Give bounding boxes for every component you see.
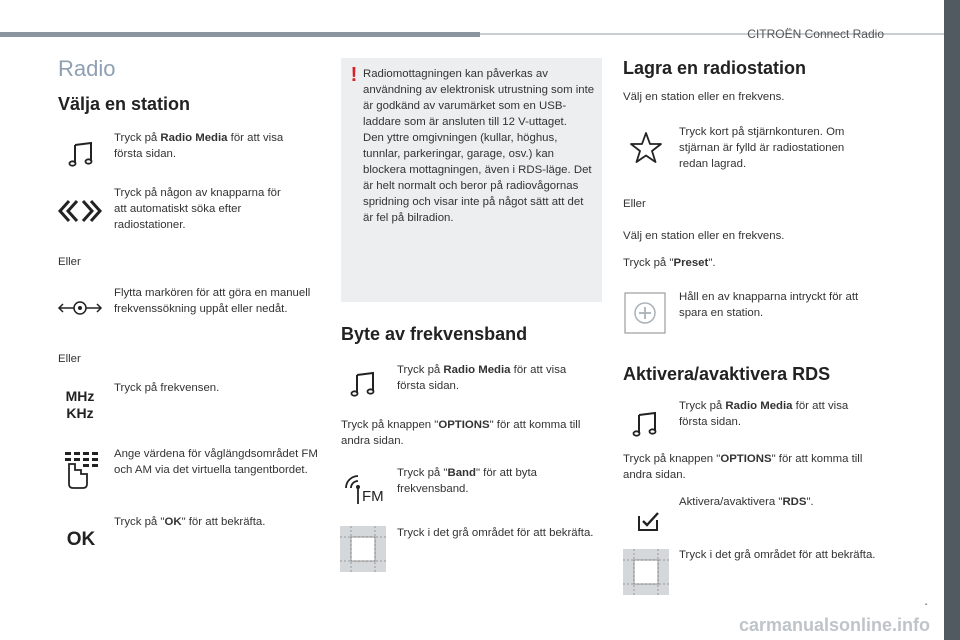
page-edge-bar [944,0,960,640]
ok-label: OK [66,529,96,550]
step-text: Tryck på Radio Media för att visa första sidan. [679,400,849,428]
heading-change-band: Byte av frekvensband [341,324,528,344]
grey-area-touch-icon [340,526,386,572]
step-text: Tryck på Radio Media för att visa första sidan. [114,132,284,160]
fm-band-icon: FM [342,472,384,508]
heading-select-station: Välja en station [58,94,191,114]
or-text: Eller [623,198,646,210]
seek-arrows-icon [56,196,104,226]
warning-text: Radiomottagningen kan påverkas av användning av elektronisk utrustning som inte är godkänd av varumärket som en USB-laddare som är ansluten till 12 V-uttaget. Den yttre omgivningen (kullar, höghus, tunnlar, parkeringar, garage, osv.) kan blockera mottagningen, även i RDS-läge. Det är helt normalt och beror på radiovågornas spridning och visar inte på något sätt att det är fel på bilradion. [363,68,595,224]
music-note-icon [628,410,662,440]
step-text: Tryck på någon av knapparna för att automatiskt söka efter radiostationer. [114,187,281,231]
section-title: Radio [58,56,116,81]
step-text: Tryck på Radio Media för att visa första sidan. [397,364,567,392]
mhz-khz-icon: MHz KHz [65,388,95,421]
step-text: Tryck på frekvensen. [114,382,220,394]
warning-box [341,58,602,302]
step-text: Tryck på "OK" för att bekräfta. [114,516,266,528]
watermark: carmanualsonline.info [738,615,930,635]
grey-area-touch-icon [623,549,669,595]
star-outline-icon [626,128,666,168]
or-text: Eller [58,256,81,268]
header-rule [0,32,480,37]
keypad-touch-icon [60,450,100,490]
preset-add-icon [624,292,666,334]
heading-rds: Aktivera/avaktivera RDS [623,364,831,384]
step-text: Tryck i det grå området för att bekräfta. [679,549,876,561]
step-text: Tryck i det grå området för att bekräfta. [397,527,594,539]
step-text: Håll en av knapparna intryckt för att spara en station. [679,291,859,319]
step-text: Tryck på "Preset". [623,257,716,269]
or-text: Eller [58,353,81,365]
running-title: CITROËN Connect Radio [747,27,884,41]
step-text: Tryck på knappen "OPTIONS" för att komma till andra sidan. [623,453,863,481]
page-indicator: . [924,592,928,608]
heading-save-station: Lagra en radiostation [623,58,807,78]
step-text: Aktivera/avaktivera "RDS". [679,496,814,508]
intro-text: Välj en station eller en frekvens. [623,91,785,103]
music-note-icon [64,140,98,170]
frequency-slider-icon [56,296,104,320]
step-text: Tryck på knappen "OPTIONS" för att komma till andra sidan. [341,419,581,447]
step-text: Flytta markören för att göra en manuell frekvenssökning uppåt eller nedåt. [114,287,311,315]
checkbox-icon [634,508,662,534]
step-text: Tryck kort på stjärnkonturen. Om stjärnan är fylld är radiostationen redan lagrad. [679,126,845,170]
warning-icon: ! [350,64,358,86]
intro-text: Välj en station eller en frekvens. [623,230,785,242]
step-text: Ange värdena för våglängdsområdet FM och AM via det virtuella tangentbordet. [114,448,318,476]
step-text: Tryck på "Band" för att byta frekvensband. [397,467,537,495]
music-note-icon [346,370,380,400]
